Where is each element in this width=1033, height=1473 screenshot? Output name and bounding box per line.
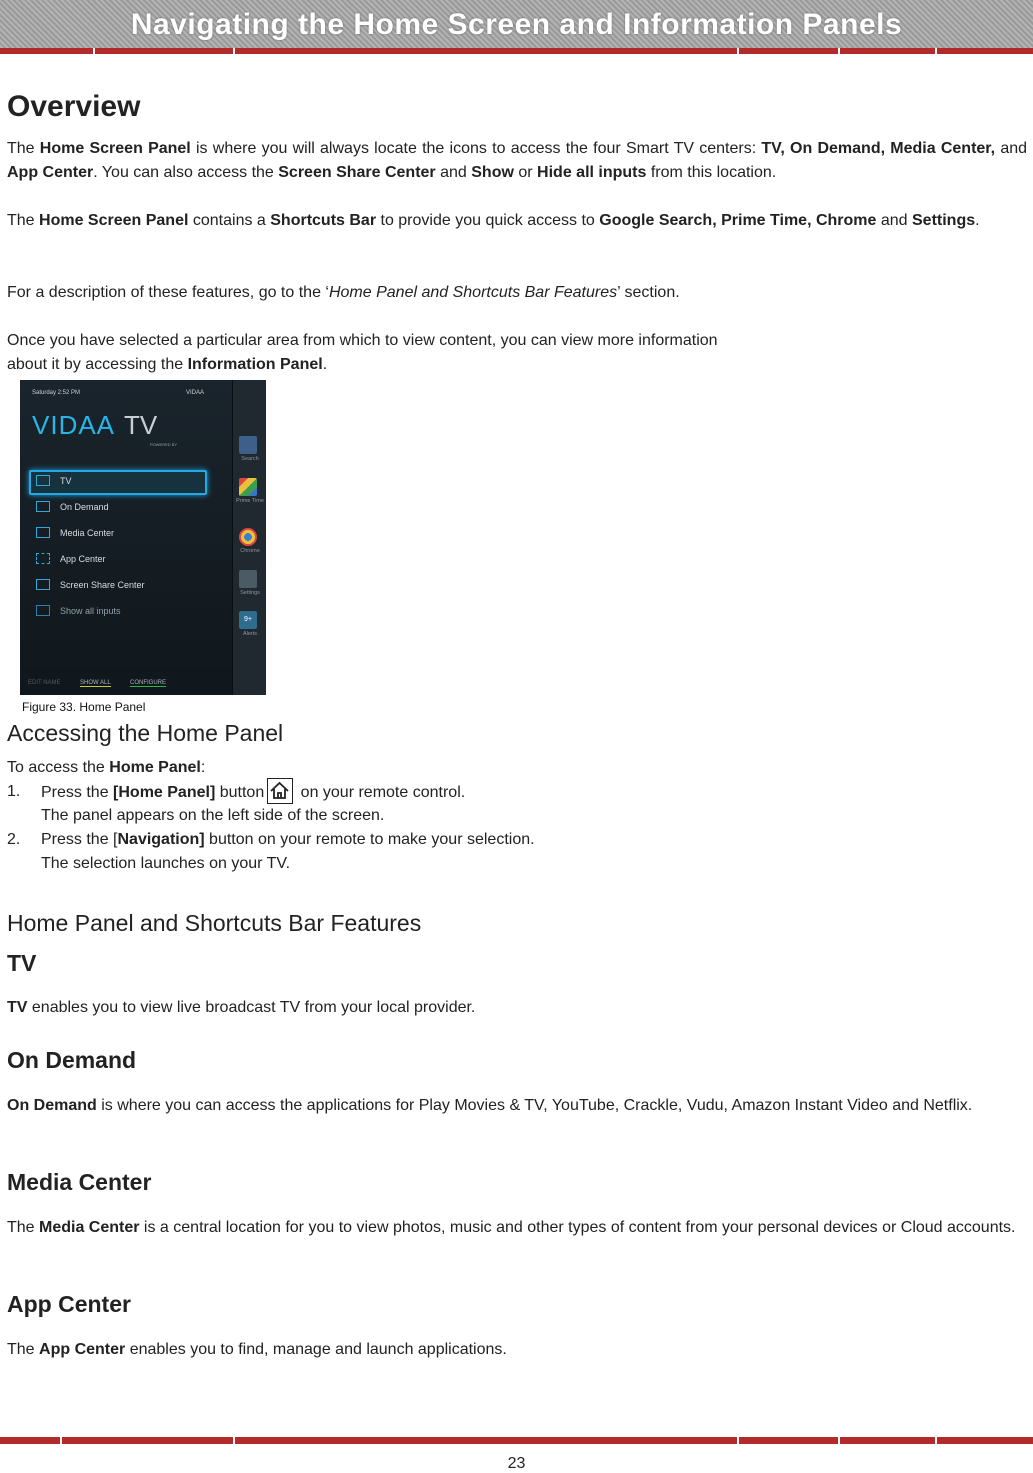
accessing-intro: To access the Home Panel: <box>7 759 206 776</box>
step-2-text: Press the [Navigation] button on your remote to make your selection. <box>41 831 535 848</box>
configure-button[interactable]: CONFIGURE <box>130 680 166 686</box>
screen-share-icon <box>36 579 50 590</box>
menu-item-on-demand[interactable]: On Demand <box>32 498 202 516</box>
vidaa-logo: VIDAA <box>32 410 116 440</box>
footer-rule <box>0 1437 1033 1444</box>
step-2-number: 2. <box>7 831 21 848</box>
menu-item-app-center[interactable]: App Center <box>32 550 202 568</box>
media-icon <box>36 527 50 538</box>
film-icon <box>36 501 50 512</box>
tv-logo: TV <box>124 410 158 440</box>
step-2-subtext: The selection launches on your TV. <box>41 855 291 872</box>
title-banner <box>0 0 1033 50</box>
search-icon[interactable] <box>239 436 257 454</box>
header-rule <box>0 48 1033 54</box>
tv-icon <box>36 475 50 486</box>
accessing-heading: Accessing the Home Panel <box>7 720 284 746</box>
media-center-heading: Media Center <box>7 1169 152 1195</box>
figure-caption: Figure 33. Home Panel <box>22 700 146 714</box>
shortcuts-bar <box>232 380 266 695</box>
shortcut-prime-time-label: Prime Time <box>236 498 264 504</box>
powered-by-label: POWERED BY <box>150 442 178 447</box>
step-1-subtext: The panel appears on the left side of the screen. <box>41 807 385 824</box>
overview-heading: Overview <box>7 90 141 123</box>
settings-icon[interactable] <box>239 570 257 588</box>
clock-text: Saturday 2:52 PM <box>32 390 81 396</box>
overview-paragraph-4: Once you have selected a particular area from which to view content, you can view more information about it by accessing the Information Panel. <box>7 332 718 373</box>
step-1-number: 1. <box>7 783 21 800</box>
tv-description: TV enables you to view live broadcast TV from your local provider. <box>7 999 476 1016</box>
shortcut-chrome-label: Chrome <box>240 548 260 554</box>
on-demand-description: On Demand is where you can access the applications for Play Movies & TV, YouTube, Crackle, Vudu, Amazon Instant Video and Netflix. <box>7 1097 973 1114</box>
menu-item-show-inputs[interactable]: Show all inputs <box>32 602 202 620</box>
overview-paragraph-2: The Home Screen Panel contains a Shortcuts Bar to provide you quick access to Google Search, Prime Time, Chrome and Settings. <box>7 212 980 229</box>
step-1-text: Press the [Home Panel] button on your remote control. <box>41 780 465 806</box>
apps-grid-icon <box>36 553 50 564</box>
on-demand-heading: On Demand <box>7 1047 137 1073</box>
features-heading: Home Panel and Shortcuts Bar Features <box>7 910 422 936</box>
menu-item-media-center[interactable]: Media Center <box>32 524 202 542</box>
input-icon <box>36 605 50 616</box>
shortcut-settings-label: Settings <box>240 590 260 596</box>
shortcut-search-label: Search <box>241 456 259 462</box>
app-center-description: The App Center enables you to find, manage and launch applications. <box>7 1341 507 1358</box>
app-center-heading: App Center <box>7 1291 131 1317</box>
media-center-description: The Media Center is a central location for you to view photos, music and other types of content from your personal devices or Cloud accounts. <box>7 1219 1016 1236</box>
page-number: 23 <box>507 1455 526 1472</box>
page-title: Navigating the Home Screen and Information Panels <box>130 8 903 41</box>
menu-item-tv[interactable]: TV <box>32 472 202 490</box>
overview-paragraph-1: The Home Screen Panel is where you will always locate the icons to access the four Smart TV centers: TV, On Demand, Media Center, and App Center. You can also access the Screen Share Center and Show or Hide all inputs from this location. <box>7 140 1028 181</box>
prime-time-icon[interactable] <box>239 478 257 496</box>
home-panel-screenshot <box>20 380 266 695</box>
home-panel <box>20 380 232 695</box>
network-label: VIDAA <box>186 390 205 396</box>
home-button-icon <box>267 778 293 804</box>
menu-item-screen-share[interactable]: Screen Share Center <box>32 576 202 594</box>
show-all-button[interactable]: SHOW ALL <box>80 680 111 686</box>
edit-name-button[interactable]: EDIT NAME <box>28 680 61 686</box>
tv-heading: TV <box>7 950 37 976</box>
shortcut-alerts-label: Alerts <box>242 631 258 637</box>
alerts-icon[interactable]: 9+ <box>239 611 257 629</box>
chrome-icon[interactable] <box>239 528 257 546</box>
overview-paragraph-3: For a description of these features, go to the ‘Home Panel and Shortcuts Bar Features’ section. <box>7 284 680 301</box>
